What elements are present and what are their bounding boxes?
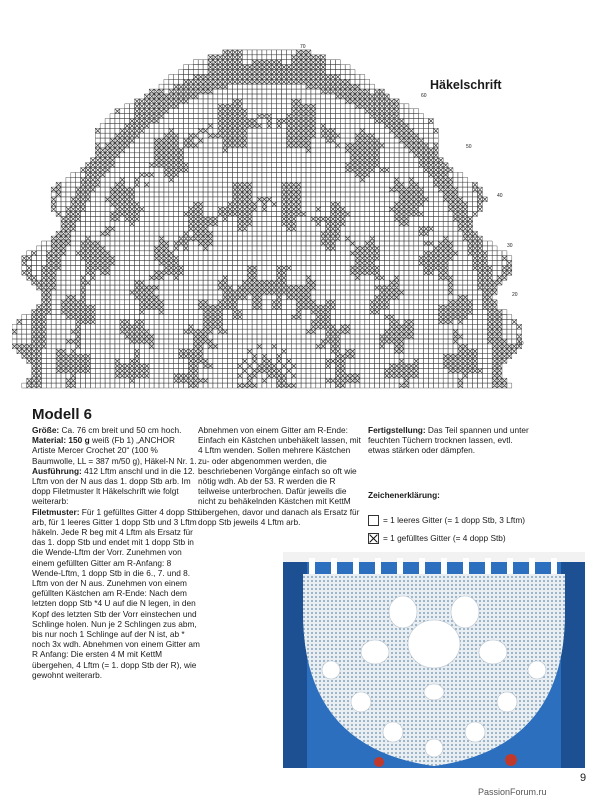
paragraph-size: Größe: Ca. 76 cm breit und 50 cm hoch. — [32, 425, 182, 435]
paragraph-material: Material: 150 g weiß (Fb 1) „ANCHOR Artiste Mercer Crochet 20“ (100 % Baumwolle, LL = 387 m/50 g), Häkel-N Nr. 1. — [32, 435, 197, 466]
legend — [368, 490, 568, 544]
instructions-column-3 — [368, 425, 533, 456]
curtain-hook — [419, 558, 425, 574]
curtain-hook — [485, 558, 491, 574]
instructions-column-2 — [198, 425, 364, 527]
curtain-hook — [397, 558, 403, 574]
curtain-hook — [353, 558, 359, 574]
curtain-hook — [441, 558, 447, 574]
legend-item-filled: = 1 gefülltes Gitter (= 4 dopp Stb) — [368, 533, 568, 544]
crossed-square-icon — [368, 533, 379, 544]
curtain-hook — [375, 558, 381, 574]
paragraph-filet-pattern: Filetmuster: Für 1 gefülltes Gitter 4 dopp Stb arb, für 1 leeres Gitter 1 dopp Stb und 3 Lftm häkeln. Jede R beg mit 4 Lftm als Ersatz für das 1. dopp Stb und endet mit 1 dopp Stb in die Wende-Lftm der Vorr. Zunehmen von einem gefüllten Gitter am R-Anfang: 8 Wende-Lftm, 1 dopp Stb in die 6., 7. und 8. Lftm von der N aus. Zunehmen von einem gefüllten Kästchen am R-Ende: Nach dem letzten dopp Stb *4 U auf die N legen, in den Kopf des letzten Stb der Vorr einstechen und Schlinge holen. Nun je 2 Schlingen zus abm, bis nur noch 1 Schlinge auf der N ist, ab * noch 3x wdh. Abnehmen von einem Gitter am R Anfang: Die ersten 4 M mit KettM übergehen, 4 Lftm (= 1. dopp Stb der R), wie gewohnt weiterarb. — [32, 506, 200, 680]
paragraph-finishing: Fertigstellung: Das Teil spannen und unter feuchten Tüchern trocknen lassen, evtl. etwas stärken oder dämpfen. — [368, 425, 529, 456]
row-label-70: 70 — [300, 44, 306, 50]
curtain-hook — [529, 558, 535, 574]
model-title: Modell 6 — [32, 406, 93, 423]
row-label-20: 20 — [512, 292, 518, 298]
legend-title: Zeichenerklärung: — [368, 490, 440, 500]
curtain-hook — [463, 558, 469, 574]
row-label-40: 40 — [497, 193, 503, 199]
curtain-hook — [331, 558, 337, 574]
page-number: 9 — [580, 772, 587, 784]
curtain-hook — [551, 558, 557, 574]
paragraph-decrease: Abnehmen von einem Gitter am R-Ende: Einfach ein Kästchen unbehäkelt lassen, mit 4 Lftm wenden. Sollen mehrere Kästchen zu- oder abgenommen werden, die beschriebenen Vorgänge einfach so oft wie nötig wdh. Ab der 53. R werden die R teilweise unterbrochen. Dafür jeweils die nicht zu behäkelnden Kästchen mit KettM übergehen, davor und danach als Ersatz für dopp Stb jeweils 4 Lftm arb. — [198, 425, 361, 527]
row-label-60: 60 — [421, 93, 427, 99]
instructions-column-1 — [32, 425, 200, 680]
site-watermark: PassionForum.ru — [478, 787, 547, 797]
chart-title: Häkelschrift — [430, 78, 502, 92]
row-label-10: 10 — [518, 341, 524, 347]
curtain-photo — [283, 552, 585, 768]
curtain-hook — [309, 558, 315, 574]
legend-item-empty: = 1 leeres Gitter (= 1 dopp Stb, 3 Lftm) — [368, 515, 568, 526]
empty-square-icon — [368, 515, 379, 526]
row-label-50: 50 — [466, 144, 472, 150]
paragraph-execution: Ausführung: 412 Lftm anschl und in die 12. Lftm von der N aus das 1. dopp Stb arb. Im dopp Filetmuster lt Häkelschrift wie folgt weiterarb: — [32, 465, 195, 507]
curtain-hook — [507, 558, 513, 574]
curtain-illustration — [283, 552, 585, 768]
row-label-30: 30 — [507, 243, 513, 249]
